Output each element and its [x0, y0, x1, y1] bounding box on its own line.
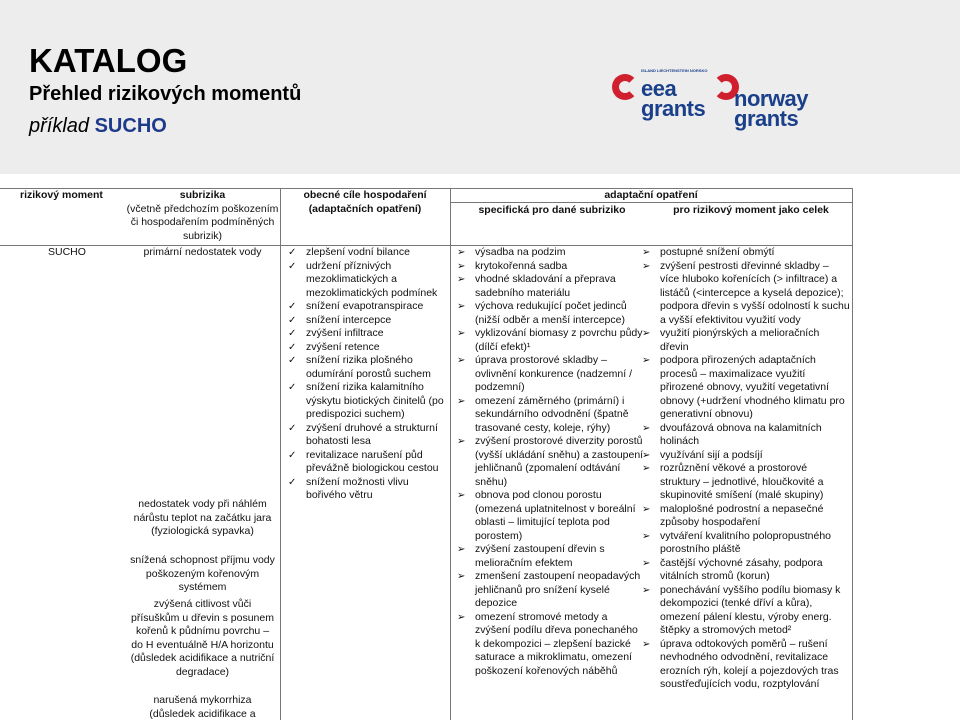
example-prefix: příklad: [29, 115, 90, 137]
col-header-overall: pro rizikový moment jako celek: [673, 204, 829, 216]
list-item: ➢ využívání sijí a podsíjí: [640, 449, 850, 463]
subrisk-item: zvýšená citlivost vůči přísuškům u dřevin s posunem kořenů k půdnímu povrchu – do H eventuálně H/A horizontu (důsledek acidifikace a nutriční degradace): [130, 598, 275, 678]
list-item: ➢ maloplošné podrostní a nepasečné způsoby hospodaření: [640, 503, 850, 530]
list-item: ➢ vhodné skladování a přeprava sadebního materiálu: [455, 273, 645, 300]
col-header-subrisk-note: (včetně předchozím poškozením či hospodařením podmíněných subrizik): [126, 202, 279, 242]
list-item: ➢ vytváření kvalitního polopropustného porostního pláště: [640, 530, 850, 557]
col-header-general-title: obecné cíle hospodaření: [303, 189, 427, 201]
subrisk-item: primární nedostatek vody: [143, 246, 262, 258]
list-item: ✓ zlepšení vodní bilance: [286, 246, 448, 260]
general-goals-list: [286, 246, 448, 503]
list-item: ➢ rozrůznění věkové a prostorové struktury – jednotlivé, hloučkovité a skupinovité smíšení (malé skupiny): [640, 462, 850, 503]
col-header-general-note: (adaptačních opatření): [308, 202, 422, 215]
list-item: ✓ zvýšení infiltrace: [286, 327, 448, 341]
list-item: ➢ výchova redukující počet jedinců (nižší odběr a menší intercepce): [455, 300, 645, 327]
list-item: ✓ snížení možnosti vlivu bořivého větru: [286, 476, 448, 503]
page-subtitle: Přehled rizikových momentů: [29, 83, 302, 105]
overall-measures-column: [640, 246, 850, 692]
list-item: ➢ krytokořenná sadba: [455, 260, 645, 274]
col-header-subrisk-title: subrizika: [179, 189, 226, 201]
list-item: ✓ zvýšení retence: [286, 341, 448, 355]
eea-grants-logo: [641, 68, 708, 121]
list-item: ➢ podpora přirozených adaptačních procesů – maximalizace využití přirozené obnovy, využití vegetativní obnovy (+udržení vhodného klimatu pro generativní obnovu): [640, 354, 850, 422]
norway-word: norway: [734, 86, 809, 111]
list-item: ➢ zvýšení zastoupení dřevin s melioračním efektem: [455, 543, 645, 570]
list-item: ➢ výsadba na podzim: [455, 246, 645, 260]
list-item: ✓ snížení intercepce: [286, 314, 448, 328]
list-item: ➢ úprava odtokových poměrů – rušení nevhodného odvodnění, revitalizace erozních rýh, kolejí a pojezdových tras soustřeďujících vodu, rozptylování: [640, 638, 850, 692]
table-border-right: [852, 188, 853, 720]
column-divider: [450, 188, 451, 720]
list-item: ➢ ponechávání vyššího podílu biomasy k dekompozici (tenké dříví a kůra), omezení pálení klestu, výroby energ. štěpky a stromových metod²: [640, 584, 850, 638]
col-header-risk: rizikový moment: [20, 189, 103, 201]
example-line: [29, 116, 167, 136]
grants-logos: [612, 68, 809, 131]
list-item: ➢ omezení záměrného (primární) i sekundárního odvodnění (špatně trasované cesty, koleje, rýhy): [455, 395, 645, 436]
col-header-adapt: adaptační opatření: [604, 189, 698, 201]
list-item: ➢ zvýšení pestrosti dřevinné skladby – více hluboko kořenících (> infiltrace) a listáčů (<intercepce a kyselá depozice); podpora dřevin s vyšší odolností k suchu a vyšší efektivitou využití vody: [640, 260, 850, 328]
eea-word: eea: [641, 76, 677, 101]
col-header-specific: specifická pro dané subriziko: [478, 204, 626, 216]
list-item: ➢ častější výchovné zásahy, podpora vitálních stromů (korun): [640, 557, 850, 584]
general-goals-column: [286, 246, 448, 503]
specific-measures-list: [455, 246, 645, 678]
list-item: ➢ omezení stromové metody a zvýšení podílu dřeva ponechaného k dekompozici – zlepšení bazické saturace a mikroklimatu, omezení poškození kořenových náběhů: [455, 611, 645, 679]
overall-measures-list: [640, 246, 850, 692]
list-item: ➢ dvoufázová obnova na kalamitních holinách: [640, 422, 850, 449]
norway-grants-word: grants: [734, 105, 799, 131]
example-word: SUCHO: [94, 115, 167, 137]
list-item: ➢ zvýšení prostorové diverzity porostů (vyšší ukládání sněhu) a zastoupení jehličnanů (zpomalení odtávání sněhu): [455, 435, 645, 489]
col-header-general: [285, 189, 445, 216]
list-item: ➢ postupné snížení obmýtí: [640, 246, 850, 260]
list-item: ➢ obnova pod clonou porostu (omezená uplatnitelnost v boreální oblasti – limitující teplota pod porostem): [455, 489, 645, 543]
subrisk-item: nedostatek vody při náhlém nárůstu teplot na začátku jara (fyziologická sypavka): [133, 498, 272, 537]
eea-logo-small-text: ISLAND LIECHTENSTEIN NORSKO: [641, 68, 708, 73]
list-item: ➢ úprava prostorové skladby – ovlivnění konkurence (nadzemní / podzemní): [455, 354, 645, 395]
list-item: ✓ snížení rizika kalamitního výskytu biotických činitelů (po predispozici suchem): [286, 381, 448, 422]
list-item: ➢ vyklizování biomasy z povrchu půdy (dílčí efekt)¹: [455, 327, 645, 354]
eea-grants-word: grants: [641, 95, 706, 121]
col-header-subrisk: [125, 189, 280, 243]
list-item: ➢ využití pionýrských a melioračních dřevin: [640, 327, 850, 354]
list-item: ➢ zmenšení zastoupení neopadavých jehličnanů pro snížení kyselé depozice: [455, 570, 645, 611]
subrisk-item: snížená schopnost příjmu vody poškozeným kořenovým systémem: [130, 554, 275, 593]
eea-logo-icon: [612, 74, 638, 100]
page-title: KATALOG: [29, 42, 188, 79]
list-item: ✓ udržení příznivých mezoklimatických a mezoklimatických podmínek: [286, 260, 448, 301]
column-divider: [280, 188, 281, 720]
norway-grants-logo: [734, 86, 809, 131]
list-item: ✓ zvýšení druhové a strukturní bohatosti lesa: [286, 422, 448, 449]
list-item: ✓ snížení evapotranspirace: [286, 300, 448, 314]
list-item: ✓ snížení rizika plošného odumírání porostů suchem: [286, 354, 448, 381]
specific-measures-column: [455, 246, 645, 678]
list-item: ✓ revitalizace narušení půd převážně biologickou cestou: [286, 449, 448, 476]
risk-label: SUCHO: [48, 246, 86, 258]
subrisk-item: narušená mykorrhiza (důsledek acidifikace a: [149, 694, 256, 720]
